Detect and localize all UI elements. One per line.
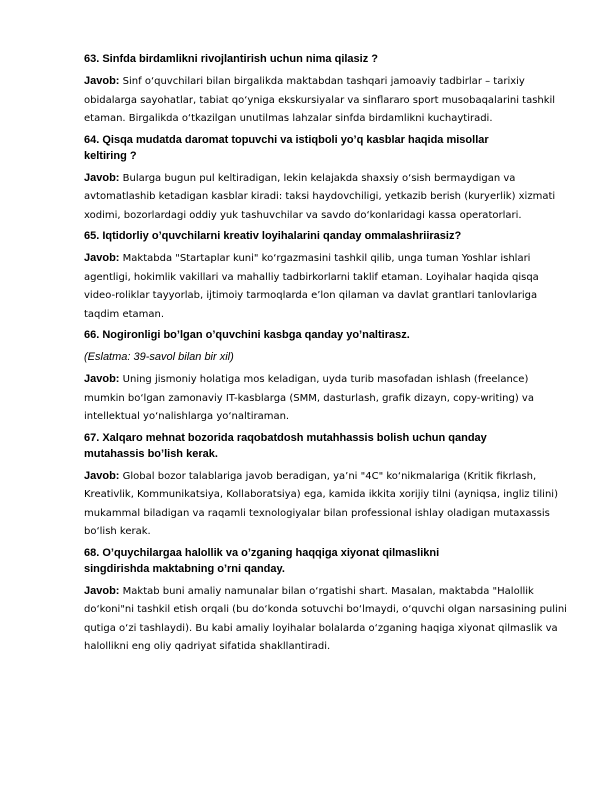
- question-heading: 66. Nogironligi bo’lgan o’quvchini kasbga qanday yo’naltirasz.: [84, 329, 410, 341]
- question-heading: 64. Qisqa mudatda daromat topuvchi va istiqboli yo’q kasblar haqida misollar keltiring ?: [84, 133, 489, 162]
- answer-paragraph: [84, 370, 568, 427]
- answer-label: Javob:: [84, 373, 120, 385]
- question-heading: 68. O’quychilargaa halollik va o’zganing haqqiga xiyonat qilmaslikni singdirishda maktabning o’rni qanday.: [84, 546, 440, 575]
- qa-item-67: [84, 430, 568, 542]
- answer-label: Javob:: [84, 584, 120, 597]
- qa-item-64: [84, 132, 568, 226]
- answer-label: Javob:: [84, 75, 120, 87]
- note-text: (Eslatma: 39-savol bilan bir xil): [84, 351, 234, 363]
- answer-paragraph: [84, 249, 568, 324]
- answer-label: Javob:: [84, 171, 120, 184]
- answer-paragraph: [84, 72, 568, 129]
- answer-label: Javob:: [84, 469, 120, 482]
- question-heading: 65. Iqtidorliy o’quvchilarni kreativ loyihalarini qanday ommalashriirasiz?: [84, 230, 462, 242]
- qa-item-68: [84, 545, 568, 657]
- answer-paragraph: [84, 467, 568, 542]
- answer-text: Maktabda "Startaplar kuni" ko‘rgazmasini tashkil qilib, unga tuman Yoshlar ishlari agentligi, hokimlik vakillari va mahalliy tadbirkorlarni taklif etaman. Loyihalar haqida qisqa video-roliklar tayyorlab, ijtimoiy tarmoqlarda e’lon qilaman va davlat grantlari tanlovlariga taqdim etaman.: [84, 253, 539, 320]
- answer-text: Uning jismoniy holatiga mos keladigan, uyda turib masofadan ishlash (freelance) mumkin bo‘lgan zamonaviy IT-kasblarga (SMM, dasturlash, grafik dizayn, copy-writing) va intellektual yo‘nalishlarga yo‘naltiraman.: [84, 374, 534, 422]
- answer-text: Sinf o‘quvchilari bilan birgalikda maktabdan tashqari jamoaviy tadbirlar – tarixiy obidalarga sayohatlar, tabiat qo‘yniga ekskursiyalar va sinflararo sport musobaqalarini tashkil etaman. Birgalikda o‘tkazilgan unutilmas lahzalar sinfda birdamlikni kuchaytiradi.: [84, 76, 556, 124]
- question-heading: 67. Xalqaro mehnat bozorida raqobatdosh mutahhassis bolish uchun qanday mutahassis bo’lish kerak.: [84, 431, 487, 460]
- question-heading: 63. Sinfda birdamlikni rivojlantirish uchun nima qilasiz ?: [84, 53, 379, 65]
- answer-label: Javob:: [84, 252, 120, 264]
- qa-item-63: [84, 51, 568, 129]
- document-page: [84, 51, 568, 660]
- answer-paragraph: [84, 169, 568, 226]
- answer-text: Bularga bugun pul keltiradigan, lekin kelajakda shaxsiy o‘sish bermaydigan va avtomatlashib ketadigan kasblar kiradi: taksi haydovchiligi, yetkazib berish (kuryerlik) xizmati xodimi, bozorlardagi oddiy yuk tashuvchilar va savdo do‘konlaridagi kassa operatorlari.: [84, 172, 556, 221]
- qa-item-66: [84, 327, 568, 427]
- qa-item-65: [84, 228, 568, 324]
- answer-text: Global bozor talablariga javob beradigan, ya’ni "4C" ko‘nikmalariga (Kritik fikrlash, Kreativlik, Kommunikatsiya, Kollaboratsiya) ega, kamida ikkita xorijiy tilni (ayniqsa, ingliz tilini) mukammal biladigan va raqamli texnologiyalar bilan professional ishlay oladigan mutaxassis bo‘lish kerak.: [84, 470, 558, 537]
- answer-paragraph: [84, 582, 568, 657]
- answer-text: Maktab buni amaliy namunalar bilan o‘rgatishi shart. Masalan, maktabda "Halollik do‘koni"ni tashkil etish orqali (bu do‘konda sotuvchi bo‘lmaydi, o‘quvchi olgan narsasining pulini qutiga o‘zi tashlaydi). Bu kabi amaliy loyihalar bolalarda o‘zganing haqiga xiyonat qilmaslik va halollikni eng oliy qadriyat sifatida shakllantiradi.: [84, 585, 567, 652]
